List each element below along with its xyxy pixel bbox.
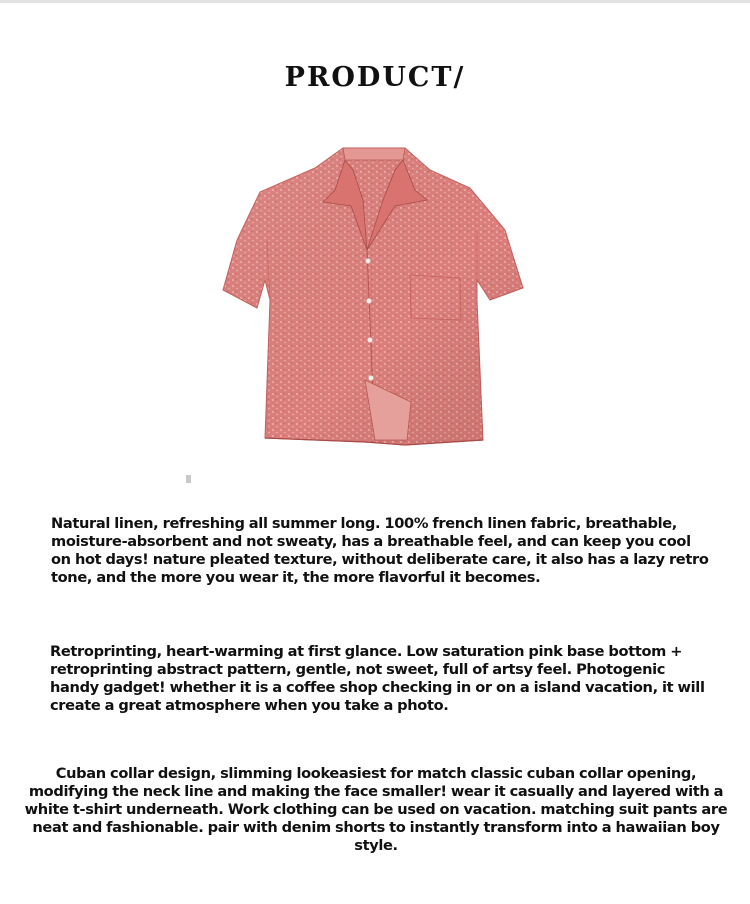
description-collar: Cuban collar design, slimming lookeasiest for match classic cuban collar opening, modifying the neck line and making the face smaller! wear it casually and layered with a white t-shirt underneath. Work clothing can be used on vacation. matching suit pants are neat and fashionable. pair with denim shorts to instantly transform into a hawaiian boy style.	[24, 765, 728, 854]
shirt-illustration	[215, 140, 535, 455]
page-title: PRODUCT/	[284, 62, 466, 93]
top-divider-strip	[0, 0, 750, 3]
image-artifact-mark	[186, 475, 191, 483]
description-linen: Natural linen, refreshing all summer long. 100% french linen fabric, breathable, moisture-absorbent and not sweaty, has a breathable feel, and can keep you cool on hot days! nature pleated texture, without deliberate care, it also has a lazy retro tone, and the more you wear it, the more flavorful it becomes.	[51, 515, 709, 586]
description-print: Retroprinting, heart-warming at first glance. Low saturation pink base bottom + retroprinting abstract pattern, gentle, not sweet, full of artsy feel. Photogenic handy gadget! whether it is a coffee shop checking in or on a island vacation, it will create a great atmosphere when you take a photo.	[50, 643, 705, 714]
product-image	[215, 140, 535, 455]
